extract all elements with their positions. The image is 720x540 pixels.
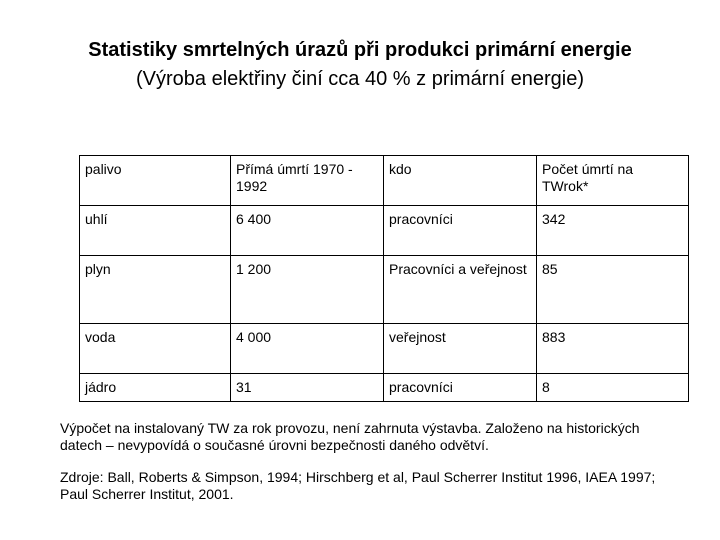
cell-deaths-per-twyear: 8 — [537, 374, 689, 402]
header-cell-fuel: palivo — [80, 156, 231, 206]
cell-deaths-per-twyear: 85 — [537, 256, 689, 324]
cell-who: Pracovníci a veřejnost — [384, 256, 537, 324]
fatalities-table — [79, 155, 689, 402]
table-row — [80, 206, 689, 256]
cell-who: pracovníci — [384, 374, 537, 402]
sources-text: Zdroje: Ball, Roberts & Simpson, 1994; Hirschberg et al, Paul Scherrer Institut 1996, IAEA 1997; Paul Scherrer Institut, 2001. — [60, 469, 656, 502]
footnote-text: Výpočet na instalovaný TW za rok provozu, není zahrnuta výstavba. Založeno na historických datech – nevypovídá o současné úrovni bezpečnosti daného odvětví. — [60, 420, 640, 453]
cell-who: veřejnost — [384, 324, 537, 374]
cell-direct-deaths: 6 400 — [231, 206, 384, 256]
page-subtitle: (Výroba elektřiny činí cca 40 % z primární energie) — [136, 68, 584, 90]
page-title: Statistiky smrtelných úrazů při produkci primární energie — [88, 39, 632, 61]
cell-deaths-per-twyear: 883 — [537, 324, 689, 374]
cell-fuel: plyn — [80, 256, 231, 324]
cell-direct-deaths: 4 000 — [231, 324, 384, 374]
header-cell-direct-deaths: Přímá úmrtí 1970 - 1992 — [231, 156, 384, 206]
header-cell-who: kdo — [384, 156, 537, 206]
table-row — [80, 256, 689, 324]
cell-direct-deaths: 1 200 — [231, 256, 384, 324]
table-header-row — [80, 156, 689, 206]
cell-who: pracovníci — [384, 206, 537, 256]
cell-direct-deaths: 31 — [231, 374, 384, 402]
title-block — [0, 36, 720, 94]
cell-deaths-per-twyear: 342 — [537, 206, 689, 256]
table-row — [80, 374, 689, 402]
cell-fuel: uhlí — [80, 206, 231, 256]
cell-fuel: voda — [80, 324, 231, 374]
table-row — [80, 324, 689, 374]
cell-fuel: jádro — [80, 374, 231, 402]
header-cell-deaths-per-twyear: Počet úmrtí na TWrok* — [537, 156, 689, 206]
